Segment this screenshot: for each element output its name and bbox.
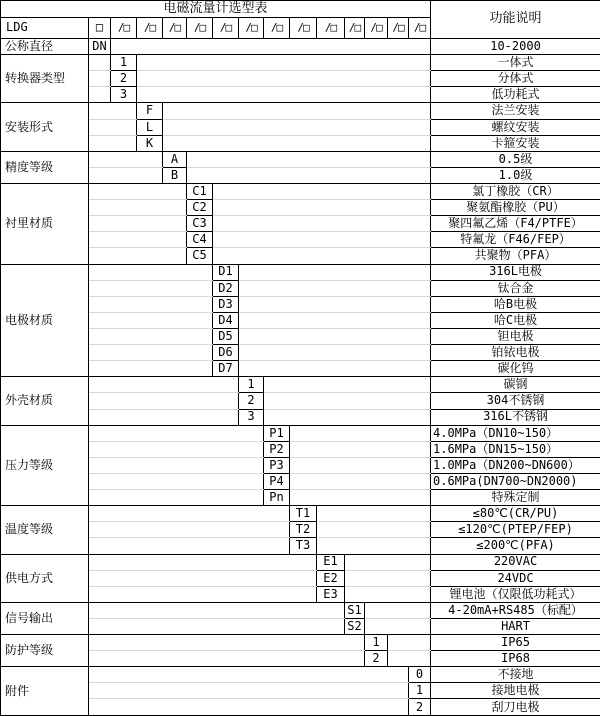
group-label: 衬里材质: [1, 183, 89, 264]
filler: [187, 167, 431, 183]
option-code: C4: [187, 232, 213, 248]
filler: [89, 490, 264, 506]
option-row: [1, 248, 600, 264]
option-function: 特殊定制: [431, 490, 600, 506]
filler: [345, 554, 431, 570]
option-row: [1, 425, 600, 441]
option-code: T1: [290, 506, 317, 522]
option-row: [1, 473, 600, 489]
filler: [264, 393, 431, 409]
group-label: 防护等级: [1, 635, 89, 667]
option-code: D3: [213, 296, 239, 312]
filler: [213, 216, 431, 232]
model-slot-box: /□: [409, 18, 431, 39]
filler: [290, 473, 431, 489]
option-row: [1, 506, 600, 522]
option-function: ≤80℃(CR/PU): [431, 506, 600, 522]
filler: [89, 87, 111, 103]
option-code: C1: [187, 183, 213, 199]
option-row: [1, 667, 600, 683]
filler: [89, 377, 239, 393]
option-row: [1, 71, 600, 87]
option-code: 1: [239, 377, 264, 393]
option-function: 220VAC: [431, 554, 600, 570]
filler: [89, 312, 213, 328]
option-code: D6: [213, 345, 239, 361]
filler: [89, 71, 111, 87]
option-function: 0.6MPa(DN700~DN2000): [431, 473, 600, 489]
option-row: [1, 135, 600, 151]
option-code: Pn: [264, 490, 290, 506]
model-slot-box: /□: [163, 18, 187, 39]
model-slot-box: /□: [345, 18, 365, 39]
group-label: 公称直径: [1, 39, 89, 55]
filler: [213, 232, 431, 248]
option-function: 哈C电极: [431, 312, 600, 328]
option-function: 哈B电极: [431, 296, 600, 312]
model-slot-box: /□: [187, 18, 213, 39]
filler: [89, 570, 317, 586]
filler: [89, 699, 409, 716]
option-row: [1, 312, 600, 328]
option-function: IP65: [431, 635, 600, 651]
filler: [89, 522, 290, 538]
option-function: 铂铱电极: [431, 345, 600, 361]
filler: [163, 119, 431, 135]
option-code: P1: [264, 425, 290, 441]
option-row: [1, 554, 600, 570]
filler: [89, 183, 187, 199]
option-row: [1, 651, 600, 667]
filler: [137, 71, 431, 87]
option-function: 4.0MPa（DN10~150）: [431, 425, 600, 441]
group-label: 供电方式: [1, 554, 89, 602]
option-code: 2: [239, 393, 264, 409]
option-row: [1, 618, 600, 634]
filler: [89, 345, 213, 361]
option-code: 2: [365, 651, 388, 667]
option-code: 2: [111, 71, 137, 87]
filler: [345, 570, 431, 586]
group-label: 精度等级: [1, 151, 89, 183]
filler: [89, 554, 317, 570]
filler: [89, 167, 163, 183]
option-row: [1, 538, 600, 554]
option-row: [1, 490, 600, 506]
filler: [89, 506, 290, 522]
filler: [239, 264, 431, 280]
option-row: [1, 345, 600, 361]
option-function: 共聚物（PFA）: [431, 248, 600, 264]
option-function: 接地电极: [431, 683, 600, 699]
filler: [239, 345, 431, 361]
filler: [239, 312, 431, 328]
option-row: [1, 699, 600, 716]
filler: [89, 618, 345, 634]
filler: [290, 441, 431, 457]
option-code: T3: [290, 538, 317, 554]
filler: [89, 667, 409, 683]
option-code: K: [137, 135, 163, 151]
option-code: D1: [213, 264, 239, 280]
option-function: 法兰安装: [431, 103, 600, 119]
dn-row: [1, 39, 600, 55]
filler: [89, 248, 187, 264]
option-function: ≤200℃(PFA): [431, 538, 600, 554]
option-function: 聚氨酯橡胶（PU）: [431, 200, 600, 216]
option-code: 3: [239, 409, 264, 425]
option-function: 不接地: [431, 667, 600, 683]
option-function: 锂电池（仅限低功耗式）: [431, 586, 600, 602]
option-code: D2: [213, 280, 239, 296]
option-row: [1, 151, 600, 167]
group-label: 压力等级: [1, 425, 89, 506]
filler: [137, 55, 431, 71]
filler: [89, 457, 264, 473]
filler: [89, 393, 239, 409]
option-row: [1, 216, 600, 232]
option-function: 10-2000: [431, 39, 600, 55]
option-code: C3: [187, 216, 213, 232]
filler: [89, 232, 187, 248]
option-function: 聚四氟乙烯（F4/PTFE）: [431, 216, 600, 232]
option-function: 1.0MPa（DN200~DN600）: [431, 457, 600, 473]
option-function: 316L电极: [431, 264, 600, 280]
option-function: 24VDC: [431, 570, 600, 586]
option-code: A: [163, 151, 187, 167]
option-function: 碳化钨: [431, 361, 600, 377]
option-code: E2: [317, 570, 345, 586]
option-function: 特氟龙（F46/FEP）: [431, 232, 600, 248]
filler: [239, 280, 431, 296]
option-function: 304不锈钢: [431, 393, 600, 409]
filler: [89, 602, 345, 618]
model-dn-box: □: [89, 18, 111, 39]
option-function: 钽电极: [431, 328, 600, 344]
option-function: 一体式: [431, 55, 600, 71]
filler: [365, 602, 431, 618]
model-slot-box: /□: [317, 18, 345, 39]
filler: [317, 538, 431, 554]
model-slot-box: /□: [111, 18, 137, 39]
option-row: [1, 393, 600, 409]
filler: [89, 473, 264, 489]
option-code: S2: [345, 618, 365, 634]
option-row: [1, 119, 600, 135]
option-code: 1: [365, 635, 388, 651]
filler: [89, 425, 264, 441]
filler: [290, 490, 431, 506]
option-code: 0: [409, 667, 431, 683]
option-code: 3: [111, 87, 137, 103]
option-row: [1, 377, 600, 393]
option-row: [1, 441, 600, 457]
filler: [89, 441, 264, 457]
option-row: [1, 522, 600, 538]
option-code: D4: [213, 312, 239, 328]
filler: [89, 280, 213, 296]
filler: [365, 618, 431, 634]
group-label: 外壳材质: [1, 377, 89, 425]
option-function: 0.5级: [431, 151, 600, 167]
option-row: [1, 457, 600, 473]
filler: [89, 683, 409, 699]
filler: [89, 264, 213, 280]
option-row: [1, 328, 600, 344]
option-function: 1.6MPa（DN15~150）: [431, 441, 600, 457]
filler: [317, 522, 431, 538]
option-row: [1, 683, 600, 699]
option-row: [1, 296, 600, 312]
model-slot-box: /□: [239, 18, 264, 39]
model-slot-box: /□: [137, 18, 163, 39]
option-code: P4: [264, 473, 290, 489]
filler: [89, 538, 290, 554]
option-function: 4-20mA+RS485（标配）: [431, 602, 600, 618]
model-slot-box: /□: [213, 18, 239, 39]
option-row: [1, 103, 600, 119]
option-function: IP68: [431, 651, 600, 667]
filler: [137, 87, 431, 103]
option-function: HART: [431, 618, 600, 634]
option-function: 刮刀电极: [431, 699, 600, 716]
filler: [89, 119, 137, 135]
option-row: [1, 232, 600, 248]
option-function: 316L不锈钢: [431, 409, 600, 425]
option-code: D5: [213, 328, 239, 344]
filler: [239, 361, 431, 377]
option-code: L: [137, 119, 163, 135]
filler: [187, 151, 431, 167]
option-code: DN: [89, 39, 111, 55]
option-row: [1, 602, 600, 618]
option-code: C2: [187, 200, 213, 216]
option-code: P3: [264, 457, 290, 473]
filler: [89, 103, 137, 119]
filler: [89, 200, 187, 216]
filler: [388, 651, 431, 667]
option-function: 卡箍安装: [431, 135, 600, 151]
option-function: 碳钢: [431, 377, 600, 393]
filler: [317, 506, 431, 522]
filler: [213, 200, 431, 216]
option-code: B: [163, 167, 187, 183]
option-code: E1: [317, 554, 345, 570]
filler: [89, 55, 111, 71]
option-row: [1, 87, 600, 103]
option-row: [1, 409, 600, 425]
option-code: D7: [213, 361, 239, 377]
model-prefix: LDG: [1, 18, 89, 39]
filler: [89, 135, 137, 151]
function-column-header: 功能说明: [431, 1, 600, 39]
filler: [290, 457, 431, 473]
option-function: 分体式: [431, 71, 600, 87]
filler: [89, 216, 187, 232]
filler: [89, 635, 365, 651]
model-slot-box: /□: [264, 18, 290, 39]
filler: [213, 183, 431, 199]
filler: [290, 425, 431, 441]
option-function: 钛合金: [431, 280, 600, 296]
filler: [89, 361, 213, 377]
table-title: 电磁流量计选型表: [1, 1, 431, 18]
filler: [89, 328, 213, 344]
option-row: [1, 167, 600, 183]
option-code: 1: [409, 683, 431, 699]
filler: [89, 586, 317, 602]
option-function: 氯丁橡胶（CR）: [431, 183, 600, 199]
option-code: 2: [409, 699, 431, 716]
option-code: P2: [264, 441, 290, 457]
option-row: [1, 280, 600, 296]
model-slot-box: /□: [290, 18, 317, 39]
filler: [89, 151, 163, 167]
filler: [89, 409, 239, 425]
option-row: [1, 586, 600, 602]
option-code: F: [137, 103, 163, 119]
option-function: 螺纹安装: [431, 119, 600, 135]
filler: [264, 377, 431, 393]
filler: [213, 248, 431, 264]
option-code: 1: [111, 55, 137, 71]
option-row: [1, 264, 600, 280]
option-row: [1, 200, 600, 216]
option-function: ≤120℃(PTEP/FEP): [431, 522, 600, 538]
group-label: 温度等级: [1, 506, 89, 554]
group-label: 附件: [1, 667, 89, 716]
option-row: [1, 570, 600, 586]
filler: [89, 296, 213, 312]
group-label: 转换器类型: [1, 55, 89, 103]
option-row: [1, 183, 600, 199]
option-code: E3: [317, 586, 345, 602]
group-label: 电极材质: [1, 264, 89, 377]
model-slot-box: /□: [388, 18, 409, 39]
option-row: [1, 55, 600, 71]
filler: [163, 103, 431, 119]
option-row: [1, 361, 600, 377]
filler: [89, 651, 365, 667]
filler: [163, 135, 431, 151]
model-slot-box: /□: [365, 18, 388, 39]
filler: [239, 296, 431, 312]
option-function: 1.0级: [431, 167, 600, 183]
header-row: [1, 1, 600, 18]
group-label: 安装形式: [1, 103, 89, 151]
filler: [345, 586, 431, 602]
filler: [264, 409, 431, 425]
option-code: S1: [345, 602, 365, 618]
group-label: 信号输出: [1, 602, 89, 634]
filler: [111, 39, 431, 55]
option-code: C5: [187, 248, 213, 264]
option-code: T2: [290, 522, 317, 538]
option-function: 低功耗式: [431, 87, 600, 103]
filler: [388, 635, 431, 651]
filler: [239, 328, 431, 344]
option-row: [1, 635, 600, 651]
